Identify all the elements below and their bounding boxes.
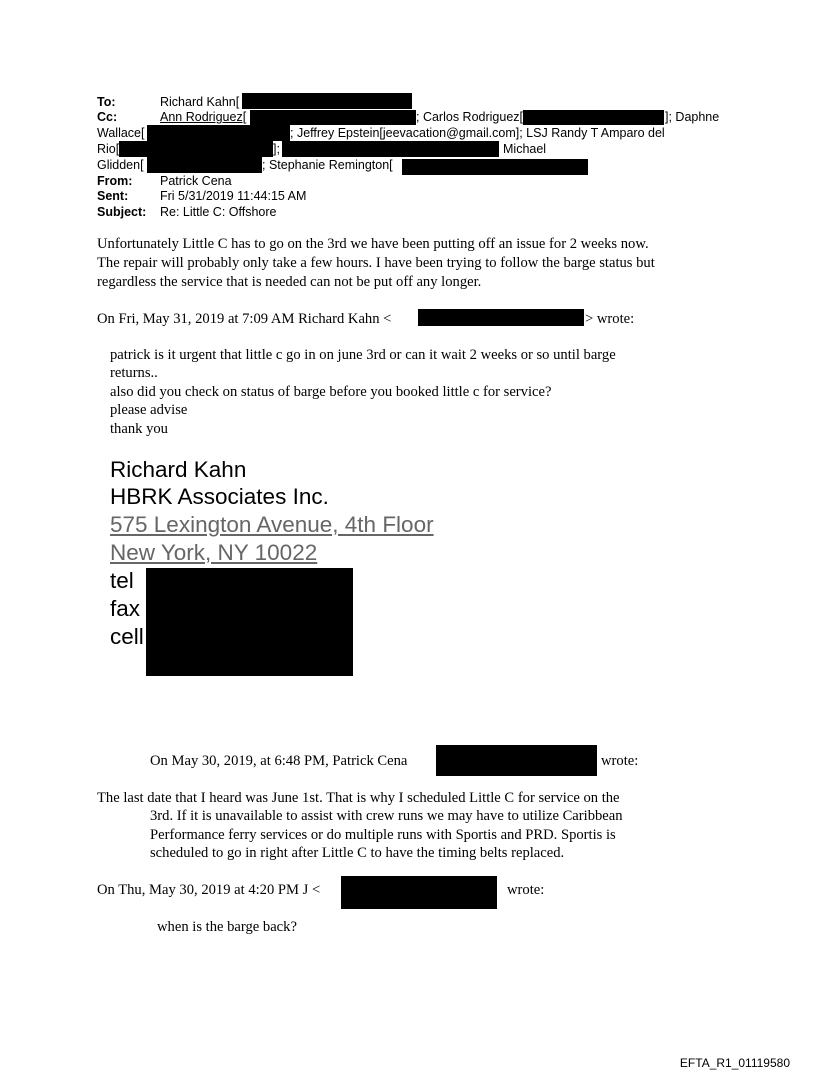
quote-line: Performance ferry services or do multiple runs with Sportis and PRD. Sportis is bbox=[150, 827, 616, 843]
subject-value: Re: Little C: Offshore bbox=[160, 205, 277, 219]
cc-value-remington: ; Stephanie Remington[ bbox=[262, 158, 393, 172]
quote-line: returns.. bbox=[110, 365, 158, 381]
cc-value-b: ; Carlos Rodriguez[ bbox=[416, 110, 523, 124]
body-line: Unfortunately Little C has to go on the 3rd we have been putting off an issue for 2 weeks now. bbox=[97, 236, 649, 252]
cc-value-rio: Rio[ bbox=[97, 142, 120, 156]
redaction-box bbox=[146, 568, 353, 676]
redaction-box bbox=[250, 110, 416, 125]
cc-value-a: Ann Rodriguez[ bbox=[160, 110, 247, 124]
quote-line: when is the barge back? bbox=[157, 919, 297, 935]
quote-line: patrick is it urgent that little c go in on june 3rd or can it wait 2 weeks or so until barge bbox=[110, 347, 616, 363]
signature-city-link[interactable]: New York, NY 10022 bbox=[110, 540, 318, 565]
to-value: Richard Kahn[ bbox=[160, 95, 240, 109]
from-label: From: bbox=[97, 174, 133, 188]
quote-line: The last date that I heard was June 1st. That is why I scheduled Little C for service on the bbox=[97, 790, 620, 806]
quote-intro-end: wrote: bbox=[601, 753, 639, 769]
cc-label: Cc: bbox=[97, 110, 118, 124]
signature-address-link[interactable]: 575 Lexington Avenue, 4th Floor bbox=[110, 512, 434, 537]
body-line: regardless the service that is needed can not be put off any longer. bbox=[97, 274, 482, 290]
cc-value-epstein: ; Jeffrey Epstein[jeevacation@gmail.com]; LSJ Randy T Amparo del bbox=[290, 126, 665, 140]
quote-intro-end: > wrote: bbox=[585, 311, 635, 327]
redaction-box bbox=[418, 309, 584, 326]
signature-tel: tel bbox=[110, 568, 134, 593]
signature-fax: fax bbox=[110, 596, 141, 621]
cc-value-michael: Michael bbox=[503, 142, 547, 156]
quote-line: 3rd. If it is unavailable to assist with crew runs we may have to utilize Caribbean bbox=[150, 808, 623, 824]
redaction-box bbox=[436, 745, 597, 776]
quote-line: please advise bbox=[110, 402, 188, 418]
quote-intro: On Thu, May 30, 2019 at 4:20 PM J < bbox=[97, 882, 321, 898]
redaction-box bbox=[147, 157, 262, 173]
redaction-box bbox=[282, 141, 499, 157]
quote-intro: On May 30, 2019, at 6:48 PM, Patrick Cena bbox=[150, 753, 408, 769]
signature-cell: cell bbox=[110, 624, 144, 649]
quote-line: also did you check on status of barge before you booked little c for service? bbox=[110, 384, 552, 400]
from-value: Patrick Cena bbox=[160, 174, 232, 188]
quote-line: thank you bbox=[110, 421, 168, 437]
redaction-box bbox=[147, 125, 290, 141]
cc-value-rio-end: ]; bbox=[273, 142, 280, 156]
to-label: To: bbox=[97, 95, 116, 109]
signature-company: HBRK Associates Inc. bbox=[110, 484, 329, 509]
quote-intro-end: wrote: bbox=[507, 882, 545, 898]
subject-label: Subject: bbox=[97, 205, 147, 219]
cc-value-wallace: Wallace[ bbox=[97, 126, 145, 140]
quote-line: scheduled to go in right after Little C to have the timing belts replaced. bbox=[150, 845, 565, 861]
cc-value-glidden: Glidden[ bbox=[97, 158, 144, 172]
body-line: The repair will probably only take a few hours. I have been trying to follow the barge status but bbox=[97, 255, 655, 271]
sent-label: Sent: bbox=[97, 189, 129, 203]
redaction-box bbox=[402, 159, 588, 175]
redaction-box bbox=[242, 93, 412, 109]
redaction-box bbox=[341, 876, 497, 909]
cc-value-c: ]; Daphne bbox=[665, 110, 720, 124]
sent-value: Fri 5/31/2019 11:44:15 AM bbox=[160, 189, 307, 203]
document-id: EFTA_R1_01119580 bbox=[679, 1056, 790, 1070]
quote-intro: On Fri, May 31, 2019 at 7:09 AM Richard Kahn < bbox=[97, 311, 392, 327]
signature-name: Richard Kahn bbox=[110, 457, 247, 482]
redaction-box bbox=[119, 141, 273, 157]
redaction-box bbox=[523, 110, 664, 125]
